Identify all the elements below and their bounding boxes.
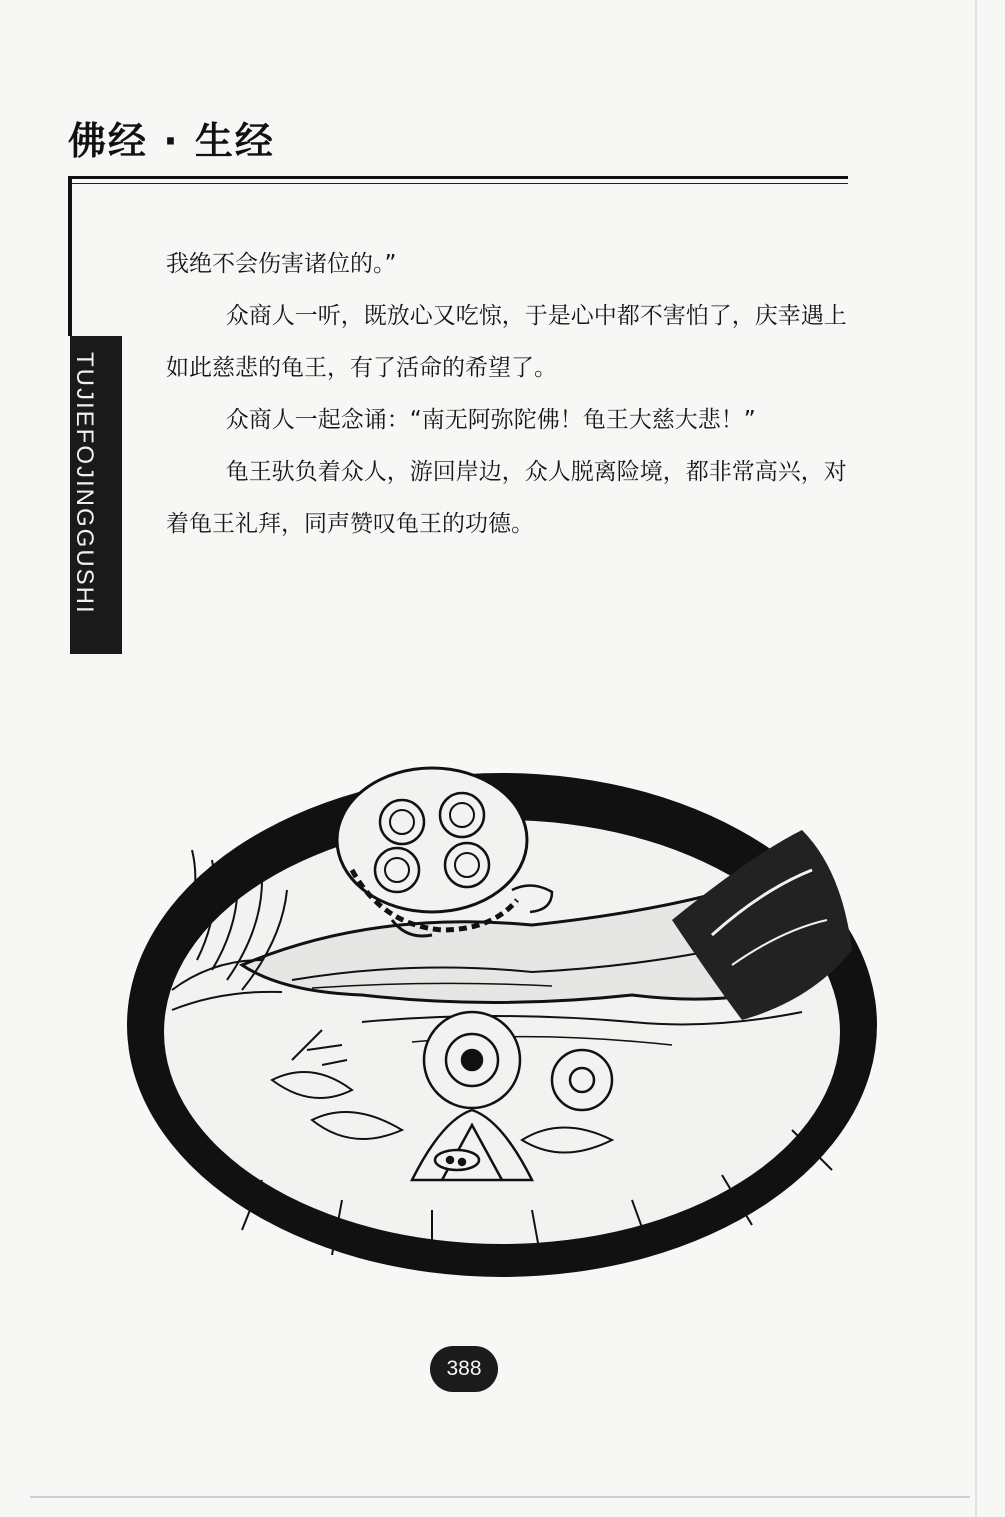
header-rule-thick xyxy=(68,176,848,179)
page-right-edge xyxy=(975,0,977,1517)
side-tab-label: TUJIEFOJINGGUSHI xyxy=(71,352,98,615)
paragraph-3: 众商人一起念诵：“南无阿弥陀佛！龟王大慈大悲！” xyxy=(225,407,756,433)
illustration-turtle-king xyxy=(112,760,882,1280)
paragraph-1: 我绝不会伤害诸位的。” xyxy=(166,251,397,277)
body-text xyxy=(166,238,856,550)
paragraph-2: 众商人一听，既放心又吃惊，于是心中都不害怕了，庆幸遇上如此慈悲的龟王，有了活命的希望了。 xyxy=(166,303,847,381)
header-rule-thin xyxy=(68,183,848,184)
page-bottom-edge xyxy=(30,1496,970,1498)
header-title: 佛经 · 生经 xyxy=(68,119,275,163)
page-number-badge: 388 xyxy=(430,1346,498,1392)
side-line xyxy=(68,176,72,336)
paragraph-4: 龟王驮负着众人，游回岸边，众人脱离险境，都非常高兴，对着龟王礼拜，同声赞叹龟王的功德。 xyxy=(166,459,847,537)
